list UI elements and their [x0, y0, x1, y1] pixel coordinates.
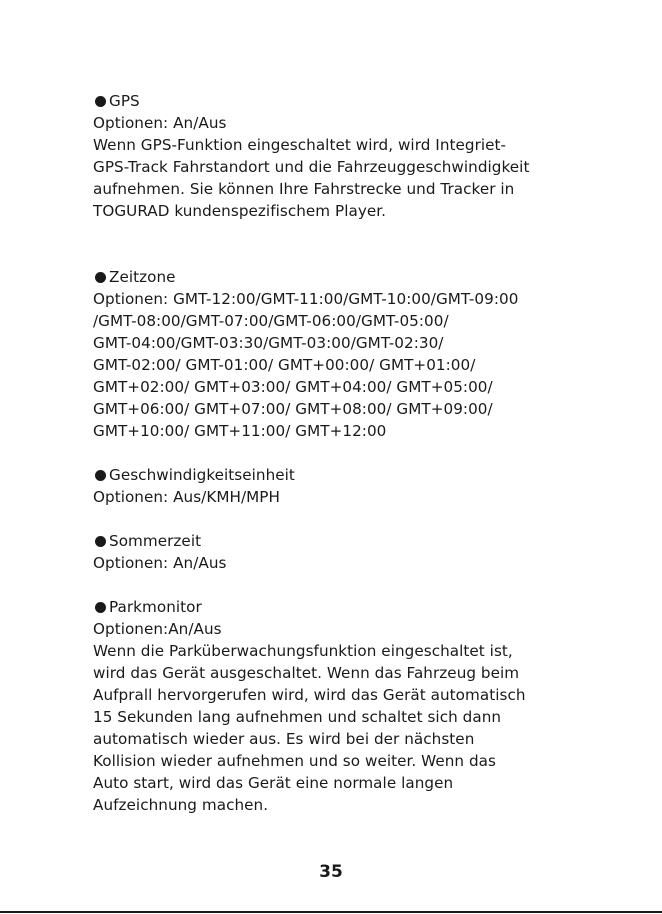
text-line: Optionen: Aus/KMH/MPH — [93, 488, 280, 506]
text-line: aufnehmen. Sie können Ihre Fahrstrecke und Tracker in — [93, 180, 515, 198]
text-line: GPS-Track Fahrstandort und die Fahrzeuggeschwindigkeit — [93, 158, 530, 176]
text-line: TOGURAD kundenspezifischem Player. — [93, 202, 387, 220]
section-heading — [93, 266, 633, 288]
bullet-icon — [95, 536, 106, 547]
section-gps — [93, 90, 633, 222]
text-line: GMT+06:00/ GMT+07:00/ GMT+08:00/ GMT+09:00/ — [93, 400, 493, 418]
section-heading — [93, 530, 633, 552]
bullet-icon — [95, 272, 106, 283]
text-line: GMT+02:00/ GMT+03:00/ GMT+04:00/ GMT+05:00/ — [93, 378, 493, 396]
text-line: automatisch wieder aus. Es wird bei der nächsten — [93, 730, 475, 748]
text-line: Optionen: GMT-12:00/GMT-11:00/GMT-10:00/GMT-09:00 — [93, 290, 519, 308]
bullet-icon — [95, 602, 106, 613]
section-heading — [93, 596, 633, 618]
section-spacer — [93, 508, 633, 530]
manual-content — [93, 90, 633, 816]
text-line: 15 Sekunden lang aufnehmen und schaltet sich dann — [93, 708, 502, 726]
heading-text: Sommerzeit — [109, 532, 202, 550]
text-line: Kollision wieder aufnehmen und so weiter. Wenn das — [93, 752, 496, 770]
page-number: 35 — [319, 862, 343, 882]
text-line: Wenn die Parküberwachungsfunktion eingeschaltet ist, — [93, 642, 513, 660]
text-line: Wenn GPS-Funktion eingeschaltet wird, wird Integriet- — [93, 136, 507, 154]
section-spacer — [93, 574, 633, 596]
text-line: Optionen: An/Aus — [93, 554, 227, 572]
section-heading — [93, 90, 633, 112]
section-geschwindigkeitseinheit — [93, 464, 633, 508]
text-line: GMT-02:00/ GMT-01:00/ GMT+00:00/ GMT+01:00/ — [93, 356, 476, 374]
text-line: Aufprall hervorgerufen wird, wird das Gerät automatisch — [93, 686, 526, 704]
text-line: Auto start, wird das Gerät eine normale langen — [93, 774, 454, 792]
heading-text: GPS — [109, 92, 140, 110]
page-bottom-rule — [0, 911, 662, 913]
text-line: GMT+10:00/ GMT+11:00/ GMT+12:00 — [93, 422, 387, 440]
text-line: GMT-04:00/GMT-03:30/GMT-03:00/GMT-02:30/ — [93, 334, 444, 352]
section-parkmonitor — [93, 596, 633, 816]
heading-text: Parkmonitor — [109, 598, 202, 616]
section-zeitzone — [93, 266, 633, 442]
heading-text: Geschwindigkeitseinheit — [109, 466, 295, 484]
section-sommerzeit — [93, 530, 633, 574]
text-line: wird das Gerät ausgeschaltet. Wenn das Fahrzeug beim — [93, 664, 520, 682]
text-line: /GMT-08:00/GMT-07:00/GMT-06:00/GMT-05:00/ — [93, 312, 449, 330]
section-heading — [93, 464, 633, 486]
text-line: Aufzeichnung machen. — [93, 796, 269, 814]
bullet-icon — [95, 470, 106, 481]
bullet-icon — [95, 96, 106, 107]
text-line: Optionen: An/Aus — [93, 114, 227, 132]
text-line: Optionen:An/Aus — [93, 620, 222, 638]
heading-text: Zeitzone — [109, 268, 176, 286]
section-spacer — [93, 222, 633, 266]
section-spacer — [93, 442, 633, 464]
